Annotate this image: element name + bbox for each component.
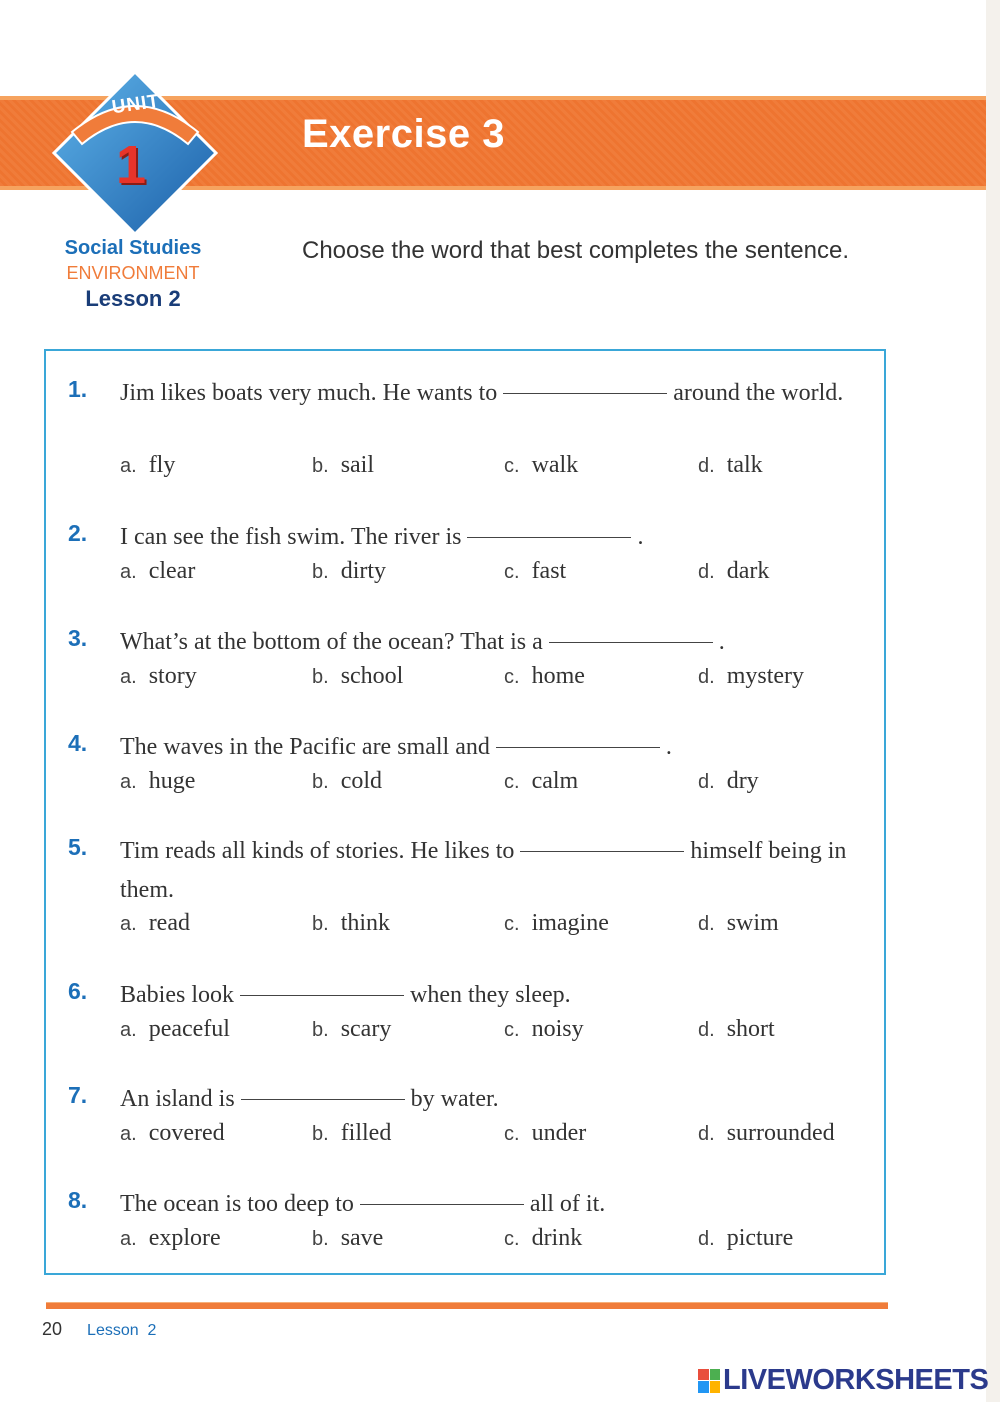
option-text: think — [340, 910, 391, 936]
option-letter: c. — [504, 771, 520, 793]
answer-option[interactable] — [504, 768, 578, 795]
answer-option[interactable] — [504, 663, 585, 690]
answer-blank[interactable] — [467, 537, 631, 538]
brand-name: LIVEWORKSHEETS — [723, 1364, 989, 1396]
option-text: huge — [148, 768, 196, 794]
option-letter: a. — [120, 1123, 137, 1145]
question-text-before: An island is — [120, 1086, 235, 1112]
option-text: surrounded — [726, 1120, 835, 1146]
question-number: 2. — [68, 520, 88, 546]
option-text: under — [531, 1120, 587, 1146]
answer-option[interactable] — [312, 663, 403, 690]
option-text: fast — [531, 558, 567, 584]
question-text-after: himself being in them. — [120, 838, 847, 903]
question-text-before: Jim likes boats very much. He wants to — [120, 380, 498, 406]
footer-lesson-number: 2 — [147, 1322, 157, 1339]
option-text: clear — [148, 558, 196, 584]
option-text: calm — [531, 768, 579, 794]
question-number: 3. — [68, 625, 88, 651]
option-text: drink — [531, 1225, 583, 1251]
answer-option[interactable] — [504, 1225, 582, 1252]
answer-blank[interactable] — [240, 995, 404, 996]
answer-option[interactable] — [312, 910, 390, 937]
option-text: walk — [531, 452, 579, 478]
option-text: dry — [726, 768, 759, 794]
answer-option[interactable] — [120, 1016, 230, 1043]
question-text — [120, 1080, 868, 1119]
answer-option[interactable] — [120, 910, 190, 937]
question-text-before: Babies look — [120, 982, 234, 1008]
answer-option[interactable] — [312, 452, 374, 479]
page-title: Exercise 3 — [302, 112, 505, 156]
instructions: Choose the word that best completes the sentence. — [302, 237, 849, 264]
question-text-before: The waves in the Pacific are small and — [120, 734, 490, 760]
question-number: 8. — [68, 1187, 88, 1213]
option-letter: a. — [120, 455, 137, 477]
answer-option[interactable] — [312, 768, 382, 795]
option-letter: d. — [698, 771, 715, 793]
option-letter: d. — [698, 666, 715, 688]
option-letter: c. — [504, 1019, 520, 1041]
page-edge-shadow — [986, 0, 1000, 1402]
answer-option[interactable] — [698, 1016, 775, 1043]
option-letter: a. — [120, 1019, 137, 1041]
question-text-before: I can see the fish swim. The river is — [120, 524, 462, 550]
question-text — [120, 728, 868, 767]
question-number: 5. — [68, 834, 88, 860]
option-letter: a. — [120, 1228, 137, 1250]
footer-lesson — [87, 1322, 156, 1339]
answer-option[interactable] — [120, 1225, 221, 1252]
unit-label: UNIT — [110, 90, 162, 119]
question-text-after: by water. — [410, 1086, 499, 1112]
option-letter: d. — [698, 455, 715, 477]
option-text: mystery — [726, 663, 805, 689]
answer-option[interactable] — [312, 1016, 391, 1043]
answer-option[interactable] — [120, 452, 175, 479]
answer-option[interactable] — [312, 558, 386, 585]
question-text-after: . — [718, 629, 725, 655]
option-text: sail — [340, 452, 375, 478]
option-text: explore — [148, 1225, 221, 1251]
option-letter: d. — [698, 1228, 715, 1250]
option-text: noisy — [531, 1016, 584, 1042]
option-text: dark — [726, 558, 770, 584]
footer-lesson-label: Lesson — [87, 1322, 139, 1339]
option-letter: c. — [504, 1123, 520, 1145]
option-text: fly — [148, 452, 176, 478]
topic-label: ENVIRONMENT — [66, 263, 200, 283]
question-text-after: around the world. — [673, 380, 844, 406]
answer-option[interactable] — [120, 768, 195, 795]
unit-number: 1 — [115, 135, 147, 195]
option-letter: b. — [312, 1123, 329, 1145]
option-letter: c. — [504, 666, 520, 688]
option-letter: b. — [312, 913, 329, 935]
option-letter: c. — [504, 455, 520, 477]
question-number: 1. — [68, 376, 88, 402]
answer-option[interactable] — [504, 1120, 586, 1147]
option-letter: d. — [698, 1019, 715, 1041]
answer-option[interactable] — [312, 1120, 391, 1147]
option-text: dirty — [340, 558, 387, 584]
answer-option[interactable] — [504, 452, 578, 479]
option-text: school — [340, 663, 404, 689]
answer-blank[interactable] — [503, 393, 667, 394]
option-text: imagine — [531, 910, 609, 936]
answer-option[interactable] — [504, 910, 609, 937]
footer-rule — [46, 1302, 888, 1309]
option-letter: d. — [698, 913, 715, 935]
brand-icon — [698, 1369, 720, 1393]
question-text — [120, 832, 868, 910]
subject-label: Social Studies — [64, 237, 202, 259]
option-text: swim — [726, 910, 779, 936]
question-number: 7. — [68, 1082, 88, 1108]
question-text-after: when they sleep. — [410, 982, 571, 1008]
answer-option[interactable] — [504, 558, 566, 585]
liveworksheets-logo — [698, 1364, 988, 1397]
page-footer — [42, 1319, 156, 1340]
question-text — [120, 1185, 868, 1224]
answer-option[interactable] — [504, 1016, 584, 1043]
option-letter: c. — [504, 1228, 520, 1250]
question-number: 4. — [68, 730, 88, 756]
option-text: story — [148, 663, 197, 689]
question-text-after: . — [637, 524, 644, 550]
answer-blank[interactable] — [360, 1204, 524, 1205]
question-number: 6. — [68, 978, 88, 1004]
option-letter: d. — [698, 1123, 715, 1145]
question-text — [120, 976, 868, 1015]
option-letter: a. — [120, 913, 137, 935]
option-text: picture — [726, 1225, 794, 1251]
option-text: home — [531, 663, 585, 689]
answer-blank[interactable] — [496, 747, 660, 748]
question-text — [120, 518, 868, 557]
option-letter: d. — [698, 561, 715, 583]
answer-blank[interactable] — [241, 1099, 405, 1100]
lesson-info — [40, 236, 226, 312]
option-text: save — [340, 1225, 384, 1251]
option-letter: b. — [312, 666, 329, 688]
answer-option[interactable] — [120, 558, 195, 585]
answer-option[interactable] — [698, 768, 759, 795]
answer-option[interactable] — [698, 1225, 793, 1252]
option-letter: a. — [120, 666, 137, 688]
answer-option[interactable] — [698, 452, 763, 479]
answer-option[interactable] — [312, 1225, 383, 1252]
answer-blank[interactable] — [520, 851, 684, 852]
option-text: read — [148, 910, 190, 936]
page-number: 20 — [42, 1319, 63, 1339]
option-letter: b. — [312, 1228, 329, 1250]
lesson-label: Lesson 2 — [85, 286, 181, 311]
answer-blank[interactable] — [549, 642, 713, 643]
answer-option[interactable] — [698, 663, 804, 690]
question-text-before: What’s at the bottom of the ocean? That is a — [120, 629, 543, 655]
question-text-before: Tim reads all kinds of stories. He likes to — [120, 838, 515, 864]
question-text — [120, 623, 868, 662]
answer-option[interactable] — [120, 1120, 225, 1147]
question-text — [120, 374, 868, 413]
option-text: talk — [726, 452, 763, 478]
option-letter: a. — [120, 771, 137, 793]
option-letter: c. — [504, 561, 520, 583]
answer-option[interactable] — [698, 558, 769, 585]
option-letter: a. — [120, 561, 137, 583]
option-text: scary — [340, 1016, 392, 1042]
option-letter: b. — [312, 561, 329, 583]
option-letter: b. — [312, 1019, 329, 1041]
question-text-after: all of it. — [529, 1191, 606, 1217]
option-letter: c. — [504, 913, 520, 935]
option-text: peaceful — [148, 1016, 230, 1042]
option-letter: b. — [312, 771, 329, 793]
option-text: covered — [148, 1120, 225, 1146]
option-text: short — [726, 1016, 775, 1042]
answer-option[interactable] — [698, 1120, 835, 1147]
answer-option[interactable] — [698, 910, 779, 937]
answer-option[interactable] — [120, 663, 197, 690]
question-text-before: The ocean is too deep to — [120, 1191, 354, 1217]
option-text: cold — [340, 768, 383, 794]
option-letter: b. — [312, 455, 329, 477]
question-text-after: . — [665, 734, 672, 760]
option-text: filled — [340, 1120, 392, 1146]
